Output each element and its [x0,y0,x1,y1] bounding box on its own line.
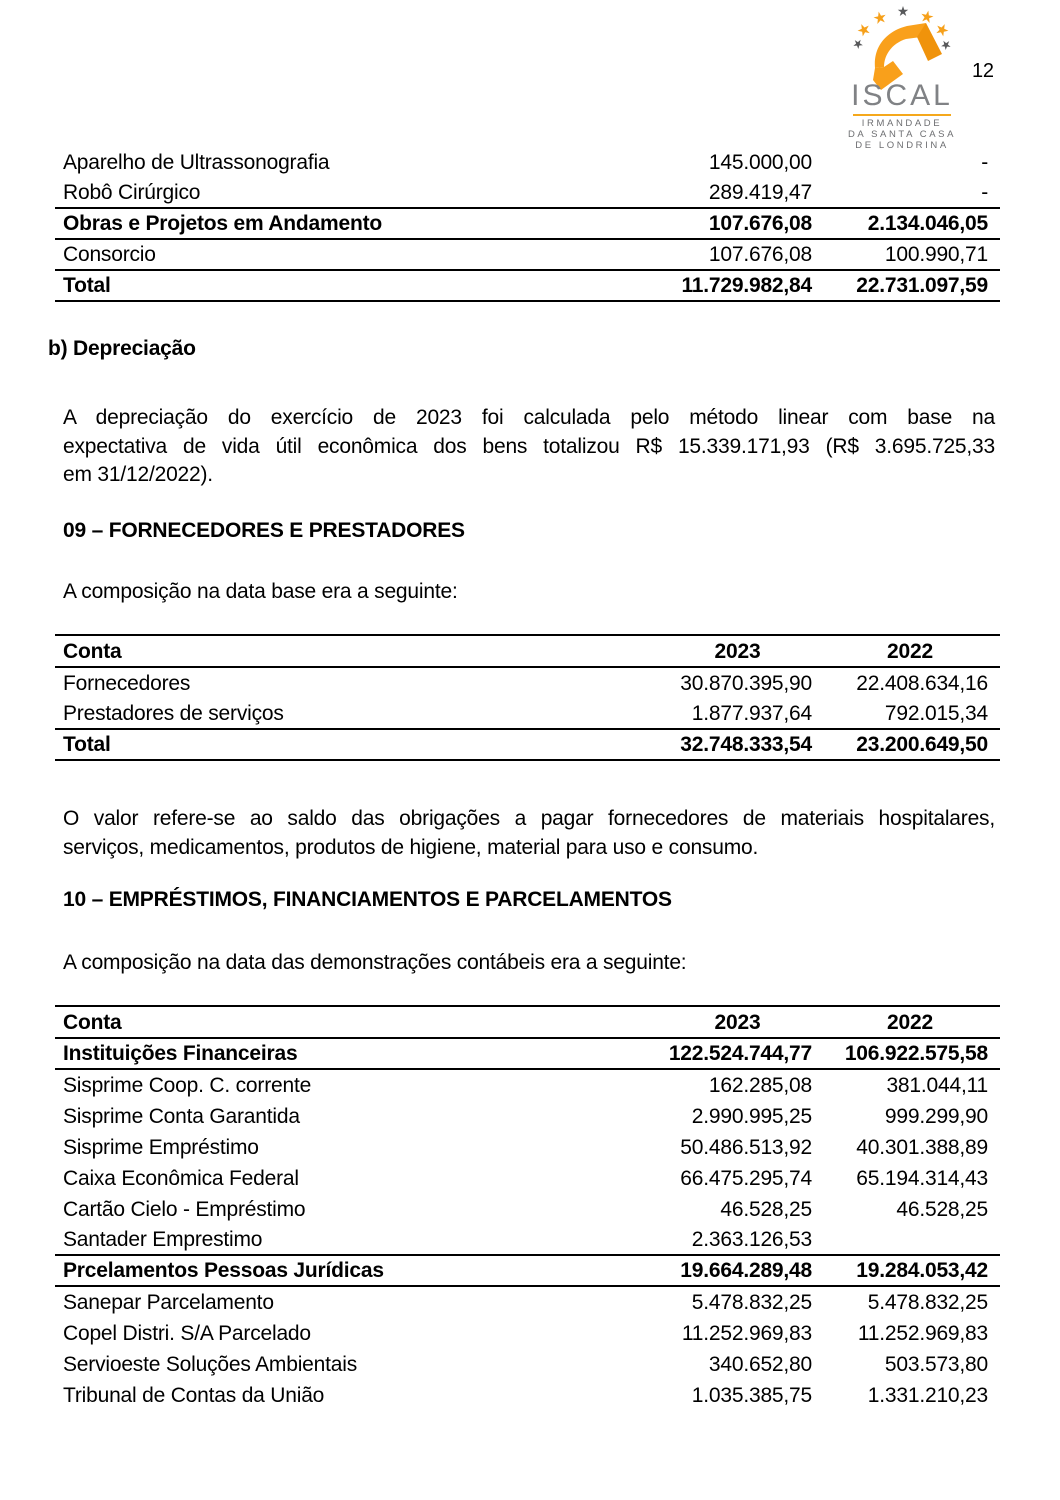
depreciacao-paragraph [63,404,995,490]
table-cell: Fornecedores [63,672,191,695]
table-cell: 19.284.053,42 [856,1259,988,1282]
table-cell: 66.475.295,74 [680,1167,812,1190]
table-cell: Instituições Financeiras [63,1042,298,1065]
table-row [55,1256,1000,1287]
table-cell: 1.331.210,23 [867,1384,988,1407]
table-row [55,1101,1000,1132]
table-cell: 503.573,80 [884,1353,988,1376]
table-row [55,178,1000,209]
table-row [55,209,1000,240]
logo-wordmark: ISCAL [851,79,953,112]
table-cell: 11.252.969,83 [857,1322,988,1345]
table-header-cell: Conta [63,1010,122,1034]
table-cell: Prcelamentos Pessoas Jurídicas [63,1259,384,1282]
table-cell: Total [63,733,111,756]
section-heading-10: 10 – EMPRÉSTIMOS, FINANCIAMENTOS E PARCELAMENTOS [63,888,672,911]
table-cell: Santader Emprestimo [63,1228,263,1251]
table-row [55,730,1000,761]
table-cell: - [981,181,988,204]
logo-divider [853,114,951,116]
table-cell: 1.877.937,64 [691,702,812,725]
table-cell: 107.676,08 [708,243,812,266]
table-cell: 2.363.126,53 [691,1228,812,1251]
table-cell: 23.200.649,50 [856,733,988,756]
table-header-cell: 2023 [714,639,761,663]
table-row [55,1225,1000,1256]
table-cell: Consorcio [63,243,156,266]
table-row [55,1132,1000,1163]
table-cell: 46.528,25 [720,1198,812,1221]
table-cell: 5.478.832,25 [691,1291,812,1314]
table-cell: Aparelho de Ultrassonografia [63,151,330,174]
logo-subtitle-line: IRMANDADE [861,118,943,129]
section-heading-depreciacao: b) Depreciação [48,337,196,360]
emprestimos-table [55,1005,1000,1411]
table-cell: 50.486.513,92 [680,1136,812,1159]
logo-subtitle-line: DA SANTA CASA [847,129,957,140]
table-row [55,1039,1000,1070]
table-cell: 11.729.982,84 [681,274,812,297]
iscal-logo [846,4,958,152]
section-heading-09: 09 – FORNECEDORES E PRESTADORES [63,519,465,542]
table-cell: 32.748.333,54 [680,733,812,756]
table-cell: Servioeste Soluções Ambientais [63,1353,357,1376]
table-cell: 340.652,80 [708,1353,812,1376]
table-cell: Caixa Econômica Federal [63,1167,299,1190]
table-cell: 145.000,00 [708,151,812,174]
table-header-cell: 2022 [887,1010,933,1034]
table-cell: 999.299,90 [884,1105,988,1128]
table-cell: 46.528,25 [896,1198,988,1221]
table-header-cell: 2022 [887,639,933,663]
table-cell: Sisprime Conta Garantida [63,1105,300,1128]
table-row [55,668,1000,699]
paragraph-line: serviços, medicamentos, produtos de higiene, material para uso e consumo. [63,835,759,859]
page-number: 12 [972,60,994,82]
table-row [55,271,1000,302]
table-cell: Cartão Cielo - Empréstimo [63,1198,306,1221]
table-cell: 162.285,08 [708,1074,812,1097]
table-cell: Sanepar Parcelamento [63,1291,274,1314]
paragraph-line: O valor refere-se ao saldo das obrigações a pagar fornecedores de materiais hospitalares, [63,807,995,830]
table-cell: 30.870.395,90 [680,672,812,695]
table-cell: Sisprime Coop. C. corrente [63,1074,312,1097]
table-row [55,240,1000,271]
table-row [55,1287,1000,1318]
section-10-intro: A composição na data das demonstrações contábeis era a seguinte: [63,951,687,974]
table-cell: 2.134.046,05 [867,212,988,235]
table-cell: Tribunal de Contas da União [63,1384,325,1407]
table-row [55,1194,1000,1225]
table-cell: - [981,151,988,174]
table-row [55,1163,1000,1194]
table-header-row [55,634,1000,668]
table-cell: 122.524.744,77 [668,1042,812,1065]
table-row [55,1380,1000,1411]
table-cell: Robô Cirúrgico [63,181,201,204]
table-row [55,699,1000,730]
table-header-cell: Conta [63,639,122,663]
table-cell: Prestadores de serviços [63,702,284,725]
table-cell: 792.015,34 [884,702,988,725]
table-row [55,1318,1000,1349]
table-header-row [55,1005,1000,1039]
table-cell: Copel Distri. S/A Parcelado [63,1322,311,1345]
table-cell: 1.035.385,75 [691,1384,812,1407]
table-cell: 106.922.575,58 [844,1042,988,1065]
table-row [55,1349,1000,1380]
table-cell: 19.664.289,48 [680,1259,812,1282]
table-cell: 5.478.832,25 [867,1291,988,1314]
table-cell: 107.676,08 [708,212,812,235]
table-cell: Obras e Projetos em Andamento [63,212,383,235]
table-cell: 381.044,11 [886,1074,988,1097]
logo-subtitle-line: DE LONDRINA [855,140,949,151]
table-cell: 65.194.314,43 [856,1167,988,1190]
section-09-intro: A composição na data base era a seguinte: [63,580,458,603]
table-row [55,147,1000,178]
table-cell: 22.408.634,16 [856,672,988,695]
table-cell: 11.252.969,83 [681,1322,812,1345]
table-header-cell: 2023 [714,1010,761,1034]
table-row [55,1070,1000,1101]
fornecedores-table [55,634,1000,761]
paragraph-line: expectativa de vida útil econômica dos bens totalizou R$ 15.339.171,93 (R$ 3.695.725,33 [63,434,995,458]
paragraph-line: A depreciação do exercício de 2023 foi calculada pelo método linear com base na [63,406,995,429]
fornecedores-paragraph [63,805,995,862]
paragraph-line: em 31/12/2022). [63,463,213,486]
table-cell: 2.990.995,25 [691,1105,812,1128]
fixed-assets-table [55,147,1000,302]
table-cell: Total [63,274,111,297]
table-cell: 22.731.097,59 [856,274,988,297]
table-cell: 100.990,71 [884,243,988,266]
table-cell: Sisprime Empréstimo [63,1136,259,1159]
table-cell: 289.419,47 [708,181,812,204]
table-cell: 40.301.388,89 [856,1136,988,1159]
